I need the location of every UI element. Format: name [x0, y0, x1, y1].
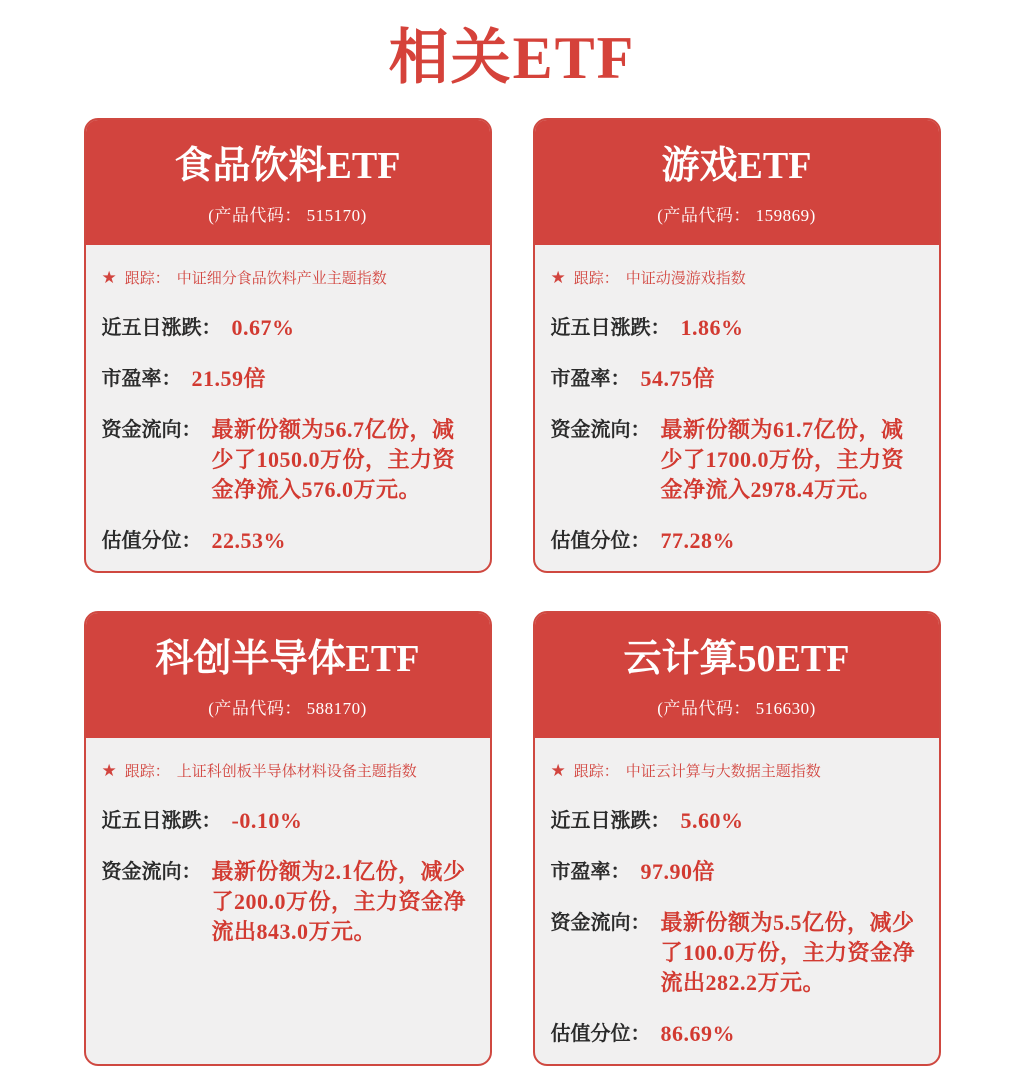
card-body [86, 245, 490, 573]
tracking-index: 中证细分食品饮料产业主题指数 [176, 270, 387, 287]
tracking-row [102, 267, 476, 288]
tracking-index: 中证动漫游戏指数 [625, 270, 746, 287]
valuation-label: 估值分位： [550, 530, 651, 552]
valuation-row [551, 526, 925, 556]
tracking-label: 跟踪： [124, 763, 170, 780]
etf-name: 食品饮料ETF [174, 145, 401, 187]
valuation-row [102, 526, 476, 556]
five-day-row [102, 806, 476, 836]
valuation-value: 86.69% [660, 1021, 735, 1046]
card-header [86, 120, 490, 245]
etf-card [84, 611, 492, 1066]
pe-value: 97.90倍 [640, 859, 716, 884]
fund-flow-row [102, 857, 476, 947]
card-body [86, 738, 490, 1064]
star-icon: ★ [550, 761, 566, 780]
fund-flow-value: 最新份额为5.5亿份，减少了100.0万份，主力资金净流出282.2万元。 [660, 910, 916, 995]
etf-card [533, 611, 941, 1066]
star-icon: ★ [101, 268, 117, 287]
tracking-row [551, 760, 925, 781]
five-day-label: 近五日涨跌： [550, 810, 671, 832]
pe-row [551, 364, 925, 394]
fund-flow-row [551, 415, 925, 505]
valuation-label: 估值分位： [101, 530, 202, 552]
tracking-index: 中证云计算与大数据主题指数 [625, 763, 821, 780]
fund-flow-label: 资金流向： [101, 419, 202, 441]
pe-value: 54.75倍 [640, 366, 716, 391]
card-header [535, 120, 939, 245]
fund-flow-value: 最新份额为2.1亿份，减少了200.0万份，主力资金净流出843.0万元。 [211, 859, 467, 944]
etf-name: 云计算50ETF [623, 638, 850, 680]
five-day-value: 0.67% [231, 315, 295, 340]
etf-name: 科创半导体ETF [155, 638, 420, 680]
product-code: (产品代码： 588170) [208, 698, 367, 718]
five-day-row [551, 806, 925, 836]
fund-flow-value: 最新份额为56.7亿份，减少了1050.0万份，主力资金净流入576.0万元。 [211, 417, 456, 502]
tracking-label: 跟踪： [124, 270, 170, 287]
five-day-value: 1.86% [680, 315, 744, 340]
etf-name: 游戏ETF [661, 145, 812, 187]
valuation-value: 77.28% [660, 528, 735, 553]
etf-card [84, 118, 492, 573]
five-day-label: 近五日涨跌： [101, 810, 222, 832]
card-body [535, 245, 939, 573]
five-day-row [551, 313, 925, 343]
fund-flow-label: 资金流向： [550, 912, 651, 934]
tracking-index: 上证科创板半导体材料设备主题指数 [176, 763, 417, 780]
fund-flow-row [551, 908, 925, 998]
five-day-label: 近五日涨跌： [101, 317, 222, 339]
product-code: (产品代码： 516630) [657, 698, 816, 718]
tracking-row [102, 760, 476, 781]
pe-label: 市盈率： [550, 368, 631, 390]
product-code: (产品代码： 515170) [208, 205, 367, 225]
star-icon: ★ [101, 761, 117, 780]
tracking-row [551, 267, 925, 288]
fund-flow-label: 资金流向： [550, 419, 651, 441]
fund-flow-value: 最新份额为61.7亿份，减少了1700.0万份，主力资金净流入2978.4万元。 [660, 417, 905, 502]
pe-value: 21.59倍 [191, 366, 267, 391]
valuation-value: 22.53% [211, 528, 286, 553]
product-code: (产品代码： 159869) [657, 205, 816, 225]
fund-flow-label: 资金流向： [101, 861, 202, 883]
etf-card [533, 118, 941, 573]
pe-row [551, 857, 925, 887]
page-title: 相关ETF [388, 25, 636, 91]
five-day-value: 5.60% [680, 808, 744, 833]
pe-label: 市盈率： [101, 368, 182, 390]
valuation-label: 估值分位： [550, 1023, 651, 1045]
star-icon: ★ [550, 268, 566, 287]
pe-label: 市盈率： [550, 861, 631, 883]
tracking-label: 跟踪： [573, 763, 619, 780]
cards-grid [0, 118, 1024, 1066]
card-body [535, 738, 939, 1066]
card-header [86, 613, 490, 738]
valuation-row [551, 1019, 925, 1049]
tracking-label: 跟踪： [573, 270, 619, 287]
card-header [535, 613, 939, 738]
fund-flow-row [102, 415, 476, 505]
five-day-value: -0.10% [231, 808, 303, 833]
pe-row [102, 364, 476, 394]
five-day-label: 近五日涨跌： [550, 317, 671, 339]
five-day-row [102, 313, 476, 343]
